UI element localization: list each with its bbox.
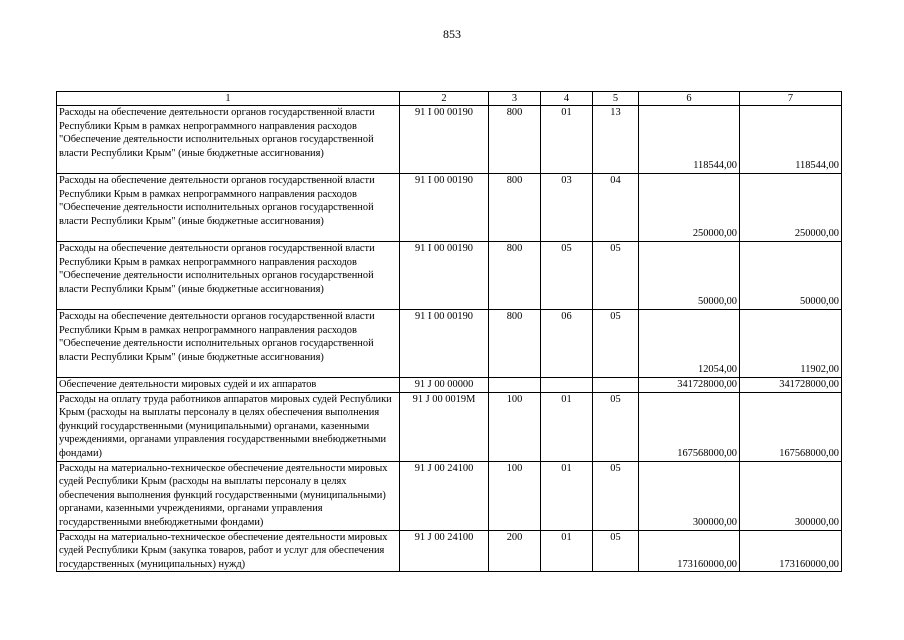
amount-column-6: 167568000,00	[639, 392, 740, 461]
table-row	[57, 461, 842, 530]
column-header: 6	[639, 92, 740, 106]
amount-column-7: 300000,00	[740, 461, 842, 530]
amount-column-6: 50000,00	[639, 242, 740, 310]
table-row	[57, 392, 842, 461]
amount-column-6: 12054,00	[639, 310, 740, 378]
subsection-code: 05	[593, 310, 639, 378]
section-code: 01	[541, 461, 593, 530]
page-number: 853	[443, 27, 461, 41]
column-header: 1	[57, 92, 400, 106]
table-row	[57, 530, 842, 572]
target-article-code: 91 J 00 00000	[400, 378, 489, 393]
table-row	[57, 106, 842, 174]
target-article-code: 91 I 00 00190	[400, 106, 489, 174]
table-row	[57, 174, 842, 242]
expense-type-code: 800	[489, 106, 541, 174]
expense-description: Расходы на обеспечение деятельности органов государственной власти Республики Крым в рамках непрограммного направления расходов "Обеспечение деятельности исполнительных органов государственной власти Республики Крым" (иные бюджетные ассигнования)	[57, 310, 400, 378]
expense-description: Расходы на оплату труда работников аппаратов мировых судей Республики Крым (расходы на выплаты персоналу в целях обеспечения выполнения функций государственными (муниципальными) органами, казенными учреждениями, органами управления государственными внебюджетными фондами)	[57, 392, 400, 461]
subsection-code: 05	[593, 461, 639, 530]
expense-type-code	[489, 378, 541, 393]
amount-column-6: 118544,00	[639, 106, 740, 174]
target-article-code: 91 J 00 24100	[400, 530, 489, 572]
amount-column-6: 173160000,00	[639, 530, 740, 572]
target-article-code: 91 J 00 24100	[400, 461, 489, 530]
expense-type-code: 800	[489, 242, 541, 310]
expense-type-code: 800	[489, 174, 541, 242]
amount-column-7: 250000,00	[740, 174, 842, 242]
section-code: 01	[541, 392, 593, 461]
amount-column-7: 167568000,00	[740, 392, 842, 461]
section-code: 06	[541, 310, 593, 378]
table-row	[57, 310, 842, 378]
subsection-code: 05	[593, 392, 639, 461]
expense-description: Расходы на материально-техническое обеспечение деятельности мировых судей Республики Крым (расходы на выплаты персоналу в целях обеспечения выполнения функций государственными (муниципальными) органами, казенными учреждениями, органами управления государственными внебюджетными фондами)	[57, 461, 400, 530]
subsection-code: 13	[593, 106, 639, 174]
expense-description: Расходы на материально-техническое обеспечение деятельности мировых судей Республики Крым (закупка товаров, работ и услуг для обеспечения государственных (муниципальных) нужд)	[57, 530, 400, 572]
expense-type-code: 100	[489, 461, 541, 530]
subsection-code: 05	[593, 242, 639, 310]
amount-column-7: 11902,00	[740, 310, 842, 378]
expense-type-code: 100	[489, 392, 541, 461]
table-row	[57, 242, 842, 310]
expense-description: Расходы на обеспечение деятельности органов государственной власти Республики Крым в рамках непрограммного направления расходов "Обеспечение деятельности исполнительных органов государственной власти Республики Крым" (иные бюджетные ассигнования)	[57, 242, 400, 310]
subsection-code: 05	[593, 530, 639, 572]
subsection-code	[593, 378, 639, 393]
budget-table	[56, 91, 842, 572]
section-code: 05	[541, 242, 593, 310]
target-article-code: 91 I 00 00190	[400, 310, 489, 378]
amount-column-6: 250000,00	[639, 174, 740, 242]
column-header: 2	[400, 92, 489, 106]
target-article-code: 91 J 00 0019М	[400, 392, 489, 461]
expense-description: Расходы на обеспечение деятельности органов государственной власти Республики Крым в рамках непрограммного направления расходов "Обеспечение деятельности исполнительных органов государственной власти Республики Крым" (иные бюджетные ассигнования)	[57, 106, 400, 174]
subsection-code: 04	[593, 174, 639, 242]
amount-column-6: 300000,00	[639, 461, 740, 530]
table-row	[57, 378, 842, 393]
column-header: 5	[593, 92, 639, 106]
target-article-code: 91 I 00 00190	[400, 174, 489, 242]
column-header: 3	[489, 92, 541, 106]
amount-column-7: 173160000,00	[740, 530, 842, 572]
column-header-row	[57, 92, 842, 106]
expense-description: Расходы на обеспечение деятельности органов государственной власти Республики Крым в рамках непрограммного направления расходов "Обеспечение деятельности исполнительных органов государственной власти Республики Крым" (иные бюджетные ассигнования)	[57, 174, 400, 242]
amount-column-7: 118544,00	[740, 106, 842, 174]
section-code: 01	[541, 106, 593, 174]
amount-column-7: 341728000,00	[740, 378, 842, 393]
expense-description: Обеспечение деятельности мировых судей и их аппаратов	[57, 378, 400, 393]
amount-column-6: 341728000,00	[639, 378, 740, 393]
section-code: 03	[541, 174, 593, 242]
expense-type-code: 800	[489, 310, 541, 378]
column-header: 7	[740, 92, 842, 106]
column-header: 4	[541, 92, 593, 106]
section-code	[541, 378, 593, 393]
amount-column-7: 50000,00	[740, 242, 842, 310]
expense-type-code: 200	[489, 530, 541, 572]
target-article-code: 91 I 00 00190	[400, 242, 489, 310]
section-code: 01	[541, 530, 593, 572]
